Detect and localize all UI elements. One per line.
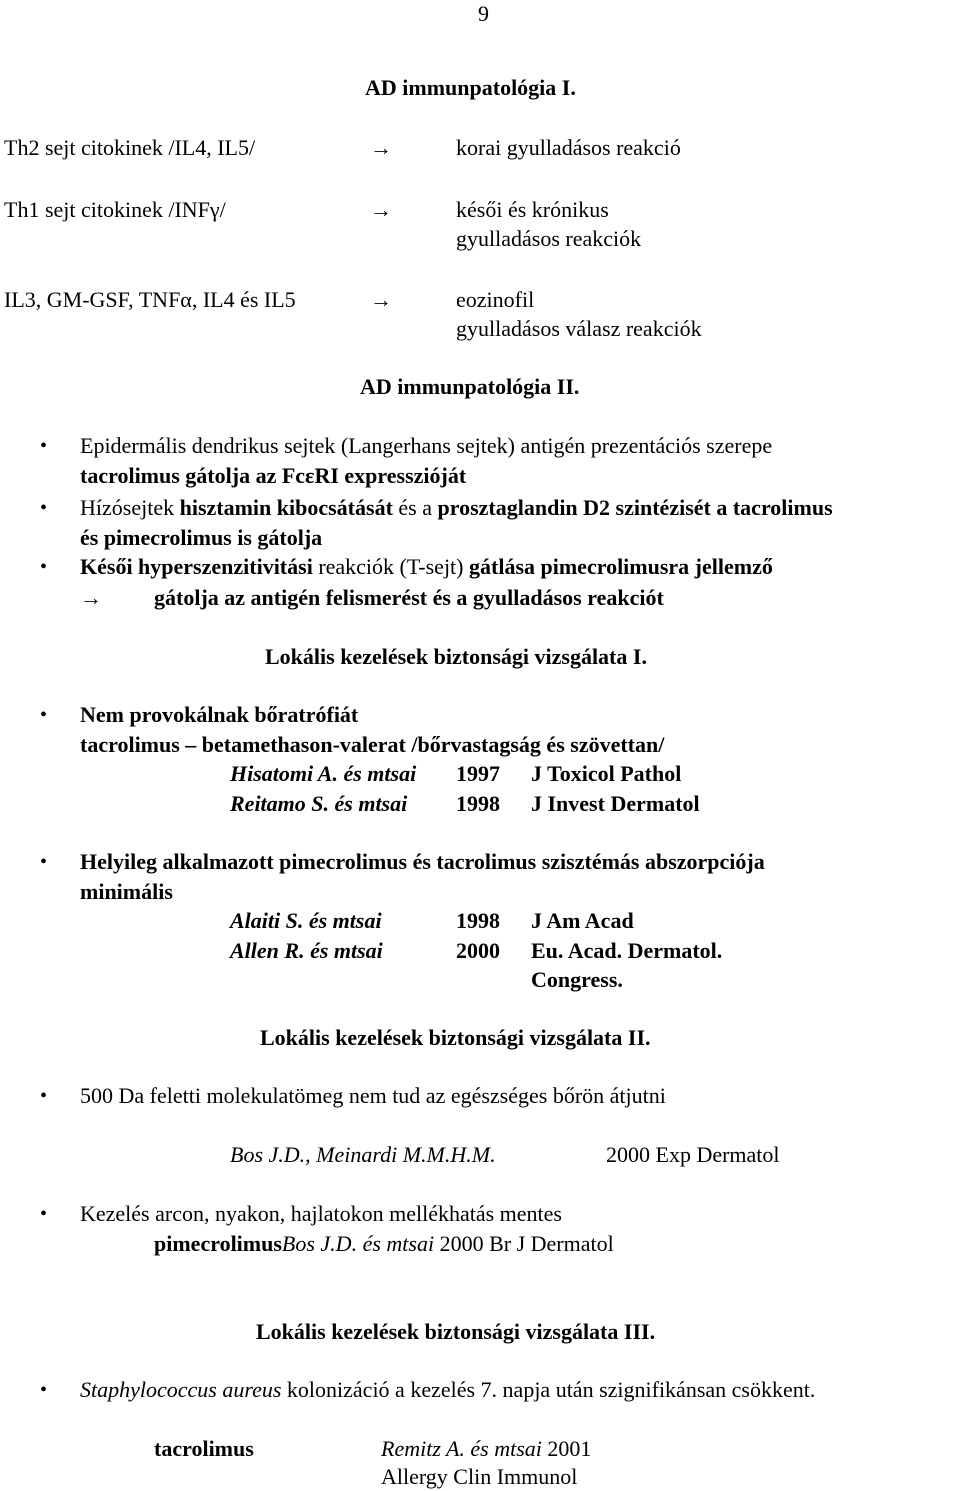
ref-author: Alaiti S. és mtsai xyxy=(230,908,382,933)
s3-bullet1-line1: Nem provokálnak bőratrófiát xyxy=(80,702,359,727)
s2-bullet2-plain: Hízósejtek xyxy=(80,495,175,520)
arrow-icon: → xyxy=(80,585,102,610)
ref-journal: J Toxicol Pathol xyxy=(531,761,682,786)
ref-journal: J Invest Dermatol xyxy=(531,791,700,816)
s2-bullet1-line1: Epidermális dendrikus sejtek (Langerhans sejtek) antigén prezentációs szerepe xyxy=(80,433,773,458)
s2-bullet2-line2: és pimecrolimus is gátolja xyxy=(80,525,323,550)
s4-bullet2-ref xyxy=(154,1230,614,1258)
s4-drug: pimecrolimus xyxy=(154,1231,282,1256)
s2-bullet3-bold1: Késői hyperszenzitivitási xyxy=(80,554,313,579)
s2-bullet3-bold2: gátlása pimecrolimusra jellemző xyxy=(469,554,773,579)
bullet-icon: • xyxy=(40,704,48,726)
s5-ref-journal: Allergy Clin Immunol xyxy=(381,1464,578,1489)
s5-bullet1 xyxy=(80,1376,815,1404)
s2-arrow-line: gátolja az antigén felismerést és a gyulladásos reakciót xyxy=(154,585,664,610)
s4-ref1-source: 2000 Exp Dermatol xyxy=(606,1142,780,1167)
s5-bullet1-text: kolonizáció a kezelés 7. napja után szignifikánsan csökkent. xyxy=(286,1377,816,1402)
s5-ref-author: Remitz A. és mtsai xyxy=(381,1436,542,1461)
s2-bullet2-line1 xyxy=(80,494,833,522)
row1-right: korai gyulladásos reakció xyxy=(456,135,681,160)
section-title-immunpatologia-2: AD immunpatológia II. xyxy=(360,374,580,399)
s4-ref2-source: 2000 Br J Dermatol xyxy=(439,1231,614,1256)
bullet-icon: • xyxy=(40,435,48,457)
ref-year: 2000 xyxy=(456,938,500,963)
s5-organism: Staphylococcus aureus xyxy=(80,1377,282,1402)
s5-ref xyxy=(381,1435,591,1463)
arrow-icon: → xyxy=(370,197,392,222)
row3-right-line2: gyulladásos válasz reakciók xyxy=(456,316,702,341)
s3-bullet1-line2: tacrolimus – betamethason-valerat /bőrvastagság és szövettan/ xyxy=(80,732,665,757)
section-title-biztonsagi-1: Lokális kezelések biztonsági vizsgálata I. xyxy=(265,644,647,669)
s4-bullet1: 500 Da feletti molekulatömeg nem tud az egészséges bőrön átjutni xyxy=(80,1083,666,1108)
s2-bullet2-bold1: hisztamin kibocsátását xyxy=(179,495,393,520)
row3-left: IL3, GM-GSF, TNFα, IL4 és IL5 xyxy=(4,287,296,312)
row2-right-line2: gyulladásos reakciók xyxy=(456,226,642,251)
s5-ref-year: 2001 xyxy=(547,1436,592,1461)
s2-bullet1-line2: tacrolimus gátolja az FcεRI expresszióját xyxy=(80,463,467,488)
arrow-icon: → xyxy=(370,135,392,160)
ref-author: Hisatomi A. és mtsai xyxy=(230,761,417,786)
s4-ref2-author: Bos J.D. és mtsai xyxy=(281,1231,435,1256)
bullet-icon: • xyxy=(40,1203,48,1225)
s3-bullet2-line1: Helyileg alkalmazott pimecrolimus és tacrolimus szisztémás abszorpciója xyxy=(80,849,765,874)
bullet-icon: • xyxy=(40,1379,48,1401)
s2-bullet3 xyxy=(80,553,773,581)
arrow-icon: → xyxy=(370,287,392,312)
ref-journal: J Am Acad xyxy=(531,908,634,933)
ref-journal: Eu. Acad. Dermatol. xyxy=(531,938,723,963)
row3-right-line1: eozinofil xyxy=(456,287,535,312)
row1-left: Th2 sejt citokinek /IL4, IL5/ xyxy=(4,135,256,160)
s5-drug: tacrolimus xyxy=(154,1436,254,1461)
section-title-biztonsagi-2: Lokális kezelések biztonsági vizsgálata II. xyxy=(260,1025,651,1050)
bullet-icon: • xyxy=(40,1085,48,1107)
ref-journal-continued: Congress. xyxy=(531,967,623,992)
section-title-immunpatologia-1: AD immunpatológia I. xyxy=(365,75,576,100)
s4-ref1-author: Bos J.D., Meinardi M.M.H.M. xyxy=(230,1142,496,1167)
ref-author: Reitamo S. és mtsai xyxy=(230,791,408,816)
s2-bullet2-bold2: prosztaglandin D2 szintézisét a tacrolimus xyxy=(437,495,833,520)
row2-left: Th1 sejt citokinek /INFγ/ xyxy=(4,197,226,222)
ref-year: 1997 xyxy=(456,761,500,786)
bullet-icon: • xyxy=(40,497,48,519)
ref-year: 1998 xyxy=(456,791,500,816)
ref-author: Allen R. és mtsai xyxy=(230,938,383,963)
ref-year: 1998 xyxy=(456,908,500,933)
page-number: 9 xyxy=(478,1,489,26)
s4-bullet2: Kezelés arcon, nyakon, hajlatokon mellékhatás mentes xyxy=(80,1201,562,1226)
section-title-biztonsagi-3: Lokális kezelések biztonsági vizsgálata III. xyxy=(256,1319,656,1344)
s2-bullet2-plain2: és a xyxy=(398,495,432,520)
s3-bullet2-line2: minimális xyxy=(80,879,173,904)
bullet-icon: • xyxy=(40,556,48,578)
bullet-icon: • xyxy=(40,851,48,873)
row2-right-line1: késői és krónikus xyxy=(456,197,609,222)
s2-bullet3-plain: reakciók (T-sejt) xyxy=(318,554,464,579)
